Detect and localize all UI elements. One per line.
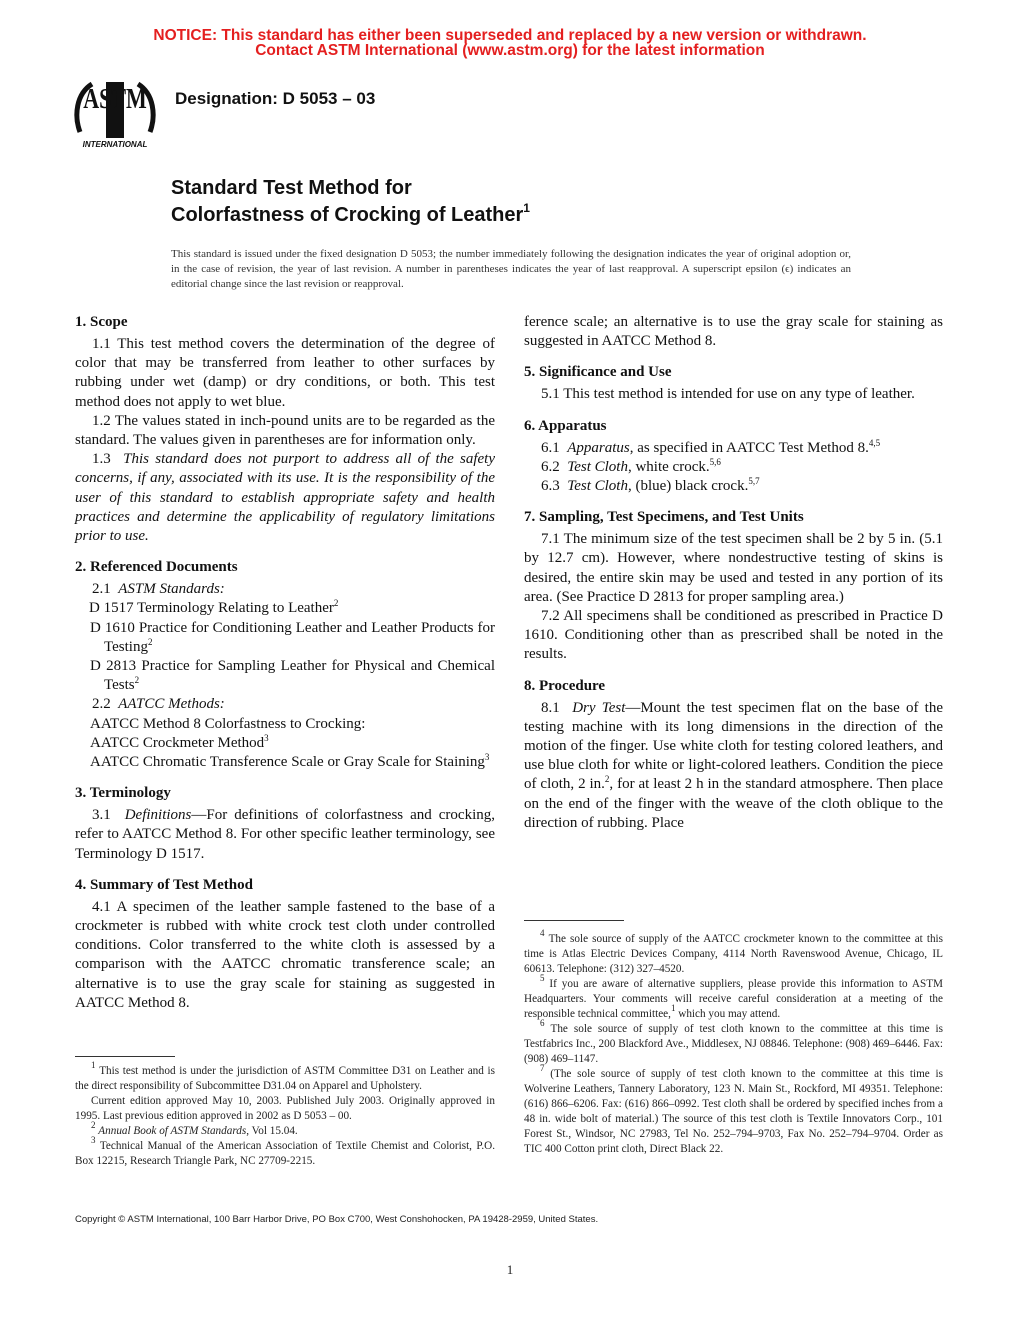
paragraph-3-1: 3.1 Definitions—For definitions of colorfastness and crocking, refer to AATCC Method 8. For other specific leather terminology, see Terminology D 1517. [75, 807, 495, 862]
notice-line-2: Contact ASTM International (www.astm.org) for the latest information [255, 42, 765, 59]
footnote-5: $^5$ If you are aware of alternative suppliers, please provide this information to ASTM Headquarters. Your comments will receive careful consideration at a meeting of the responsible technical committee,$^1$ which you may attend. [524, 973, 943, 1020]
ref-aatcc-crockmeter: AATCC Crockmeter Method$^3$ [90, 732, 269, 751]
title-line-2: Colorfastness of Crocking of Leather [171, 204, 524, 226]
footnote-7: $^7$ (The sole source of supply of test cloth known to the committee at this time is Wolverine Leathers, Tannery Laboratory, 123 N. Main St., Rockford, MI 49351. Telephone: (616) 866–6206. Fax: (616) 866–0992. Test cloth shall be ordered by specified inches from a 48 in. wide bolt of material.) The source of this test cloth is Textile Innovators Corp., 101 Forest St., Windsor, NC 27983, Tel No. 252–794–9703, Fax No. 252–794–9704. Order as TIC 400 Cotton print cloth, Direct Black 22. [524, 1063, 943, 1155]
ref-d2813: D 2813 Practice for Sampling Leather for Physical and Chemical Tests$^2$ [90, 658, 495, 694]
paragraph-2-1: 2.1 ASTM Standards: [92, 581, 225, 598]
section-heading-scope: 1. Scope [75, 314, 128, 330]
footnotes-left [75, 1060, 495, 1169]
astm-logo [70, 74, 160, 150]
paragraph-7-1: 7.1 The minimum size of the test specimen shall be 2 by 5 in. (5.1 by 12.7 cm). However, where nondestructive testing of skins is desired, the entire skin may be used and tested in any portion of its area. (See Practice D 2813 for proper sampling area.) [524, 531, 943, 605]
title-line-1: Standard Test Method for [171, 177, 412, 199]
paragraph-6-2: 6.2 Test Cloth, white crock.$^{5,6}$ [541, 456, 721, 475]
section-heading-terminology: 3. Terminology [75, 785, 171, 802]
section-heading-sampling: 7. Sampling, Test Specimens, and Test Units [524, 509, 804, 526]
paragraph-1-2: 1.2 The values stated in inch-pound units are to be regarded as the standard. The values given in parentheses are for information only. [75, 412, 495, 449]
footnote-2: $^2$ Annual Book of ASTM Standards, Vol 15.04. [91, 1120, 298, 1137]
left-column [75, 313, 496, 1011]
page-number: 1 [506, 1262, 514, 1277]
paragraph-4-1-continued: ference scale; an alternative is to use the gray scale for staining as suggested in AATCC Method 8. [524, 314, 943, 350]
footnote-1: $^1$ This test method is under the jurisdiction of ASTM Committee D31 on Leather and is the direct responsibility of Subcommittee D31.04 on Apparel and Upholstery. [75, 1060, 495, 1092]
section-heading-significance: 5. Significance and Use [524, 364, 672, 381]
section-heading-apparatus: 6. Apparatus [524, 417, 607, 434]
footnote-rule-left [75, 1056, 175, 1057]
footnote-rule-right [524, 920, 624, 921]
paragraph-5-1: 5.1 This test method is intended for use on any type of leather. [541, 386, 915, 403]
paragraph-8-1: 8.1 Dry Test—Mount the test specimen flat on the base of the testing machine with its long dimensions in the direction of the motion of the finger. Use white cloth for testing colored leathers, and use blue cloth for white or light-colored leathers. Condition the piece of cloth, 2 in.$^2$, for at least 2 h in the standard atmosphere. Then place on the end of the finger with the weave of the cloth oblique to the direction of rubbing. Place [524, 699, 943, 831]
section-heading-summary: 4. Summary of Test Method [75, 876, 253, 893]
logo-subtext: INTERNATIONAL [82, 140, 148, 149]
section-heading-referenced: 2. Referenced Documents [75, 559, 238, 576]
footnote-1b: Current edition approved May 10, 2003. Published July 2003. Originally approved in 1995. Last previous edition approved in 2002 as D 5053 – 00. [75, 1095, 495, 1122]
footnotes-right [524, 928, 944, 1157]
ref-aatcc-method-8: AATCC Method 8 Colorfastness to Crocking: [90, 715, 366, 732]
paragraph-7-2: 7.2 All specimens shall be conditioned as prescribed in Practice D 1610. Conditioning other than as prescribed shall be noted in the results. [524, 608, 943, 663]
ref-aatcc-chromatic: AATCC Chromatic Transference Scale or Gray Scale for Staining$^3$ [90, 752, 490, 771]
designation: Designation: D 5053 – 03 [175, 89, 376, 108]
paragraph-6-3: 6.3 Test Cloth, (blue) black crock.$^{5,7}$ [541, 476, 760, 495]
footnote-6: $^6$ The sole source of supply of test cloth known to the committee at this time is Testfabrics Inc., 200 Blackford Ave., Middlesex, NJ 08846. Telephone: (908) 469–6446. Fax: (908) 469–1147. [524, 1018, 944, 1065]
ref-d1517: D 1517 Terminology Relating to Leather$^2$ [89, 598, 339, 617]
paragraph-2-2: 2.2 AATCC Methods: [92, 696, 225, 713]
paragraph-1-1: 1.1 This test method covers the determination of the degree of color that may be transferred from leather to other surfaces by rubbing under wet (damp) or dry conditions, or both. This test method does not apply to wet blue. [75, 336, 495, 410]
title-footnote-mark: 1 [523, 201, 530, 215]
document-title [171, 175, 530, 229]
intro-paragraph: This standard is issued under the fixed designation D 5053; the number immediately following the designation indicates the year of original adoption or, in the case of revision, the year of last revision. A number in parentheses indicates the year of last reapproval. A superscript epsilon (ϵ) indicates an editorial change since the last revision or reapproval. [171, 248, 851, 290]
footnote-4: $^4$ The sole source of supply of the AATCC crockmeter known to the committee at this time is Atlas Electric Devices Company, 4114 North Ravenswood Avenue, Chicago, IL 60613. Telephone: (312) 327–4520. [524, 928, 944, 975]
copyright: Copyright © ASTM International, 100 Barr Harbor Drive, PO Box C700, West Conshohocken, PA 19428-2959, United States. [75, 1214, 599, 1225]
right-column [524, 313, 943, 833]
logo-text: ASTM [83, 82, 147, 115]
ref-d1610: D 1610 Practice for Conditioning Leather and Leather Products for Testing$^2$ [90, 619, 495, 655]
footnote-3: $^3$ Technical Manual of the American Association of Textile Chemist and Colorist, P.O. Box 12215, Research Triangle Park, NC 27709-2215. [75, 1135, 495, 1167]
paragraph-4-1: 4.1 A specimen of the leather sample fastened to the base of a crockmeter is rubbed with white crock test cloth under controlled conditions. Color transferred to the white cloth is assessed by a comparison with the AATCC chromatic transference scale; an alternative is to use the gray scale for staining as suggested in AATCC Method 8. [75, 898, 495, 1011]
section-heading-procedure: 8. Procedure [524, 677, 606, 694]
paragraph-1-3: 1.3 This standard does not purport to address all of the safety concerns, if any, associated with its use. It is the responsibility of the user of this standard to establish appropriate safety and health practices and determine the applicability of regulatory limitations prior to use. [75, 451, 496, 545]
paragraph-6-1: 6.1 Apparatus, as specified in AATCC Test Method 8.$^{4,5}$ [541, 437, 881, 456]
notice-line-1: NOTICE: This standard has either been superseded and replaced by a new version or withdrawn. [153, 27, 867, 44]
